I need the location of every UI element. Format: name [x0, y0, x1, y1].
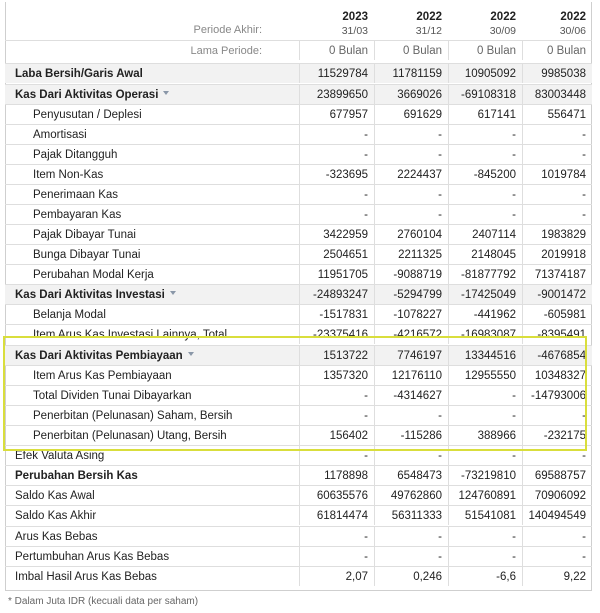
row-label-text: Bunga Dibayar Tunai: [33, 248, 141, 261]
row-label-text: Item Arus Kas Pembiayaan: [33, 369, 172, 382]
table-row: [5, 304, 592, 324]
table-row: [5, 184, 592, 204]
value-cell: 23899650: [299, 85, 374, 104]
table-row: [5, 164, 592, 184]
value-cell: -: [448, 125, 522, 144]
value-cell: 388966: [448, 426, 522, 445]
row-label-text: Penerimaan Kas: [33, 188, 119, 201]
column-date: 30/09: [489, 25, 516, 37]
value-cell: -: [522, 145, 592, 164]
value-cell: -: [299, 185, 374, 204]
value-cell: -605981: [522, 305, 592, 324]
row-label-text: Saldo Kas Awal: [15, 489, 95, 502]
row-label-text: Amortisasi: [33, 128, 87, 141]
column-year: 2022: [560, 11, 586, 23]
row-label-text: Item Arus Kas Investasi Lainnya, Total: [33, 328, 228, 341]
value-cell: -: [299, 145, 374, 164]
value-cell: -: [522, 406, 592, 425]
value-cell: -: [522, 547, 592, 566]
row-label: [33, 269, 154, 281]
value-cell: -: [374, 406, 448, 425]
row-label: [15, 450, 104, 462]
lama-periode-row: [5, 40, 592, 60]
value-cell: 2019918: [522, 245, 592, 264]
value-cell: -5294799: [374, 285, 448, 304]
row-label-text: Belanja Modal: [33, 308, 106, 321]
value-cell: 11529784: [299, 64, 374, 83]
value-cell: 9,22: [522, 567, 592, 586]
footnote: * Dalam Juta IDR (kecuali data per saham): [8, 596, 199, 607]
value-cell: 1983829: [522, 225, 592, 244]
value-cell: 7746197: [374, 346, 448, 365]
value-cell: 0,246: [374, 567, 448, 586]
table-row: [5, 264, 592, 284]
value-cell: -: [448, 145, 522, 164]
row-label-text: Laba Bersih/Garis Awal: [15, 67, 143, 80]
value-cell: 49762860: [374, 486, 448, 505]
value-cell: -1517831: [299, 305, 374, 324]
table-row: [5, 144, 592, 164]
value-cell: 2224437: [374, 165, 448, 184]
value-cell: 2211325: [374, 245, 448, 264]
lama-periode-value: 0 Bulan: [522, 41, 592, 60]
row-label: [15, 89, 169, 101]
value-cell: 69588757: [522, 466, 592, 485]
value-cell: 6548473: [374, 466, 448, 485]
value-cell: -4676854: [522, 346, 592, 365]
value-cell: -: [374, 527, 448, 546]
row-label-text: Pertumbuhan Arus Kas Bebas: [15, 550, 170, 563]
row-label: [15, 510, 96, 522]
table-row: [5, 63, 592, 83]
row-label: [15, 350, 194, 362]
value-cell: 2407114: [448, 225, 522, 244]
row-label: [33, 249, 140, 261]
row-label: [33, 390, 192, 402]
lama-periode-label: Lama Periode:: [190, 44, 262, 57]
value-cell: -81877792: [448, 265, 522, 284]
table-row[interactable]: [5, 84, 592, 104]
value-cell: 11781159: [374, 64, 448, 83]
value-cell: -: [522, 446, 592, 465]
value-cell: -16983087: [448, 325, 522, 344]
column-year: 2022: [490, 11, 516, 23]
value-cell: 677957: [299, 105, 374, 124]
table-row: [5, 244, 592, 264]
table-row: [5, 224, 592, 244]
row-label: [33, 329, 227, 341]
value-cell: -: [299, 406, 374, 425]
row-label: [15, 571, 157, 583]
value-cell: -6,6: [448, 567, 522, 586]
chevron-down-icon[interactable]: [188, 352, 194, 356]
value-cell: -69108318: [448, 85, 522, 104]
value-cell: 83003448: [522, 85, 592, 104]
value-cell: -: [448, 527, 522, 546]
value-cell: 11951705: [299, 265, 374, 284]
table-row: [5, 425, 592, 445]
value-cell: 3422959: [299, 225, 374, 244]
table-row: [5, 365, 592, 385]
value-cell: 2,07: [299, 567, 374, 586]
row-label-text: Pembayaran Kas: [33, 208, 122, 221]
row-label: [15, 68, 143, 80]
value-cell: -: [299, 446, 374, 465]
chevron-down-icon[interactable]: [163, 91, 169, 95]
value-cell: -: [299, 205, 374, 224]
value-cell: 140494549: [522, 506, 592, 525]
row-label: [33, 309, 106, 321]
chevron-down-icon[interactable]: [170, 291, 176, 295]
value-cell: -8395491: [522, 325, 592, 344]
row-label: [15, 490, 95, 502]
row-label-text: Imbal Hasil Arus Kas Bebas: [15, 570, 157, 583]
table-row: [5, 546, 592, 566]
table-row: [5, 104, 592, 124]
value-cell: 556471: [522, 105, 592, 124]
value-cell: 1019784: [522, 165, 592, 184]
value-cell: -: [522, 527, 592, 546]
row-label: [33, 370, 172, 382]
value-cell: -441962: [448, 305, 522, 324]
value-cell: 61814474: [299, 506, 374, 525]
value-cell: -232175: [522, 426, 592, 445]
row-label-text: Penerbitan (Pelunasan) Saham, Bersih: [33, 409, 233, 422]
value-cell: -4216572: [374, 325, 448, 344]
row-label-text: Perubahan Bersih Kas: [15, 469, 138, 482]
value-cell: -: [448, 547, 522, 566]
value-cell: -: [299, 527, 374, 546]
row-label: [33, 410, 232, 422]
lama-periode-value: 0 Bulan: [299, 41, 374, 60]
value-cell: 12955550: [448, 366, 522, 385]
row-label: [15, 470, 138, 482]
table-row: [5, 405, 592, 425]
row-label-text: Pajak Dibayar Tunai: [33, 228, 136, 241]
value-cell: -: [448, 185, 522, 204]
column-date: 30/06: [559, 25, 586, 37]
row-label: [33, 209, 121, 221]
column-year: 2022: [416, 11, 442, 23]
row-label-text: Kas Dari Aktivitas Pembiayaan: [15, 349, 183, 362]
row-label: [15, 531, 97, 543]
value-cell: -: [374, 205, 448, 224]
value-cell: -: [522, 185, 592, 204]
row-label-text: Pajak Ditangguh: [33, 148, 118, 161]
value-cell: 2504651: [299, 245, 374, 264]
row-label: [33, 430, 227, 442]
value-cell: -24893247: [299, 285, 374, 304]
value-cell: -: [374, 185, 448, 204]
row-label-text: Kas Dari Aktivitas Investasi: [15, 288, 165, 301]
table-row[interactable]: [5, 284, 592, 304]
value-cell: 1513722: [299, 346, 374, 365]
row-label: [33, 229, 136, 241]
table-row: [5, 445, 592, 465]
row-label: [33, 149, 117, 161]
value-cell: -9088719: [374, 265, 448, 284]
periode-akhir-label: Periode Akhir:: [193, 24, 262, 36]
value-cell: 10905092: [448, 64, 522, 83]
value-cell: -115286: [374, 426, 448, 445]
value-cell: 12176110: [374, 366, 448, 385]
table-row: [5, 465, 592, 485]
value-cell: -323695: [299, 165, 374, 184]
value-cell: 71374187: [522, 265, 592, 284]
table-row: [5, 124, 592, 144]
row-label: [15, 551, 169, 563]
table-header: [5, 2, 592, 40]
table-row: [5, 505, 592, 525]
value-cell: -4314627: [374, 386, 448, 405]
table-row: [5, 485, 592, 505]
value-cell: -: [522, 205, 592, 224]
row-label-text: Arus Kas Bebas: [15, 530, 98, 543]
value-cell: 124760891: [448, 486, 522, 505]
row-label: [33, 109, 142, 121]
value-cell: 51541081: [448, 506, 522, 525]
lama-periode-value: 0 Bulan: [374, 41, 448, 60]
value-cell: 3669026: [374, 85, 448, 104]
value-cell: -9001472: [522, 285, 592, 304]
value-cell: 10348327: [522, 366, 592, 385]
row-label-text: Kas Dari Aktivitas Operasi: [15, 88, 159, 101]
table-row: [5, 385, 592, 405]
value-cell: 9985038: [522, 64, 592, 83]
value-cell: -: [374, 547, 448, 566]
value-cell: -: [448, 386, 522, 405]
value-cell: 13344516: [448, 346, 522, 365]
value-cell: -: [299, 547, 374, 566]
value-cell: 691629: [374, 105, 448, 124]
column-date: 31/03: [341, 25, 368, 37]
value-cell: -1078227: [374, 305, 448, 324]
row-label-text: Total Dividen Tunai Dibayarkan: [33, 389, 192, 402]
value-cell: -23375416: [299, 325, 374, 344]
value-cell: -: [374, 145, 448, 164]
value-cell: 2760104: [374, 225, 448, 244]
table-row: [5, 324, 592, 344]
value-cell: 56311333: [374, 506, 448, 525]
value-cell: -73219810: [448, 466, 522, 485]
value-cell: -: [448, 446, 522, 465]
value-cell: -845200: [448, 165, 522, 184]
row-label-text: Penyusutan / Deplesi: [33, 108, 142, 121]
table-row[interactable]: [5, 345, 592, 365]
value-cell: 70906092: [522, 486, 592, 505]
value-cell: -14793006: [522, 386, 592, 405]
value-cell: 1178898: [299, 466, 374, 485]
row-label-text: Saldo Kas Akhir: [15, 509, 97, 522]
table-row: [5, 204, 592, 224]
value-cell: 1357320: [299, 366, 374, 385]
row-label: [33, 129, 87, 141]
value-cell: -17425049: [448, 285, 522, 304]
row-label-text: Efek Valuta Asing: [15, 449, 105, 462]
lama-periode-value: 0 Bulan: [448, 41, 522, 60]
column-year: 2023: [342, 11, 368, 23]
column-date: 31/12: [415, 25, 442, 37]
value-cell: 617141: [448, 105, 522, 124]
table-row: [5, 526, 592, 546]
value-cell: -: [374, 446, 448, 465]
value-cell: -: [299, 386, 374, 405]
row-label-text: Item Non-Kas: [33, 168, 104, 181]
value-cell: 2148045: [448, 245, 522, 264]
row-label-text: Perubahan Modal Kerja: [33, 268, 154, 281]
value-cell: -: [374, 125, 448, 144]
value-cell: -: [299, 125, 374, 144]
row-label: [33, 169, 103, 181]
row-label: [33, 189, 118, 201]
table-row: [5, 566, 592, 586]
row-label-text: Penerbitan (Pelunasan) Utang, Bersih: [33, 429, 227, 442]
value-cell: -: [522, 125, 592, 144]
value-cell: 60635576: [299, 486, 374, 505]
value-cell: -: [448, 406, 522, 425]
value-cell: -: [448, 205, 522, 224]
row-label: [15, 289, 176, 301]
value-cell: 156402: [299, 426, 374, 445]
